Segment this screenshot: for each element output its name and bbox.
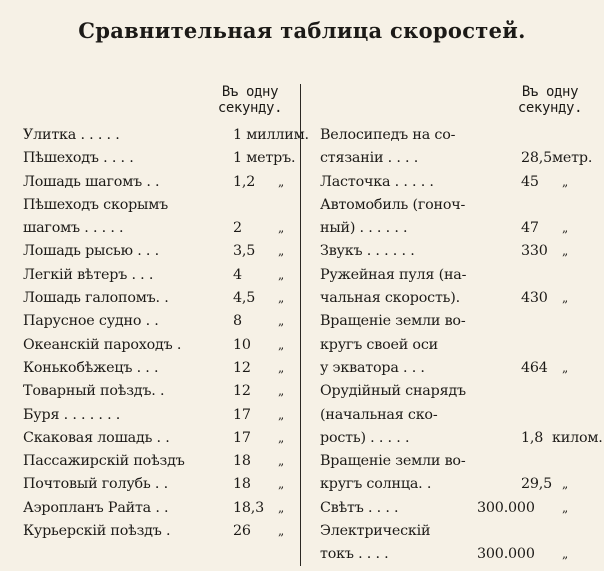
row-label: шагомъ . . . . . xyxy=(23,220,124,237)
row-value: 17 xyxy=(233,406,251,423)
row-label: Лошадь рысью . . . xyxy=(23,243,159,260)
column-divider xyxy=(300,84,301,566)
row-label: Лошадь галопомъ. . xyxy=(23,290,169,307)
row-label: Орудійный снарядъ xyxy=(320,383,466,400)
left-header-line-1: Въ одну xyxy=(221,84,279,100)
left-table-row xyxy=(23,404,298,427)
row-label: Парусное судно . . xyxy=(23,313,159,330)
row-label: Аэропланъ Райта . . xyxy=(23,499,169,516)
row-label: (начальная ско- xyxy=(320,406,438,423)
right-column-header xyxy=(505,84,595,116)
right-table-row xyxy=(320,357,600,380)
row-unit: метр. xyxy=(552,150,593,167)
row-value: 18 xyxy=(233,453,251,470)
row-label: Вращеніе земли во- xyxy=(320,453,466,470)
ditto-mark: „ xyxy=(278,360,285,375)
row-label: Пѣшеходъ . . . . xyxy=(23,150,134,167)
left-table-row xyxy=(23,497,298,520)
right-table-row xyxy=(320,171,600,194)
ditto-mark: „ xyxy=(278,407,285,422)
left-table-row xyxy=(23,450,298,473)
right-table-row xyxy=(320,194,600,217)
row-label: Электрическій xyxy=(320,523,431,540)
left-table-row xyxy=(23,357,298,380)
row-label: Улитка . . . . . xyxy=(23,127,120,143)
row-value: 28,5 xyxy=(521,150,553,167)
left-table-row xyxy=(23,287,298,310)
ditto-mark: „ xyxy=(278,244,285,259)
left-column xyxy=(23,124,309,543)
left-column-header xyxy=(205,84,295,116)
row-value: 1,8 xyxy=(521,429,544,446)
row-label: у экватора . . . xyxy=(320,359,425,376)
row-value: 18 xyxy=(233,476,251,493)
row-label: Легкій вѣтеръ . . . xyxy=(23,266,154,283)
ditto-mark: „ xyxy=(278,267,285,282)
ditto-mark: „ xyxy=(278,500,285,515)
ditto-mark: „ xyxy=(562,221,569,236)
row-label: Звукъ . . . . . . xyxy=(320,243,415,260)
row-value: 1 метръ. xyxy=(233,150,296,167)
row-value: 47 xyxy=(521,220,539,237)
left-table-row xyxy=(23,124,309,147)
ditto-mark: „ xyxy=(562,174,569,189)
row-value: 29,5 xyxy=(521,476,553,493)
ditto-mark: „ xyxy=(562,500,569,515)
row-label: Вращеніе земли во- xyxy=(320,313,466,330)
ditto-mark: „ xyxy=(278,477,285,492)
row-label: Пѣшеходъ скорымъ xyxy=(23,196,169,213)
left-table-row xyxy=(23,310,298,333)
row-value: 45 xyxy=(521,173,539,190)
right-table-row xyxy=(320,147,600,170)
row-value: 300.000 xyxy=(477,499,535,516)
left-table-row xyxy=(23,264,298,287)
right-column xyxy=(320,124,603,567)
right-table-row xyxy=(320,543,600,566)
row-label: ный) . . . . . . xyxy=(320,220,408,237)
ditto-mark: „ xyxy=(278,221,285,236)
row-label: стязаніи . . . . xyxy=(320,150,419,167)
ditto-mark: „ xyxy=(278,524,285,539)
ditto-mark: „ xyxy=(562,477,569,492)
row-value: 3,5 xyxy=(233,243,256,260)
right-table-row xyxy=(320,124,600,147)
right-table-row xyxy=(320,427,603,450)
right-header-line-1: Въ одну xyxy=(521,84,579,100)
row-value: 330 xyxy=(521,243,548,260)
left-table-row xyxy=(23,217,298,240)
left-table-row xyxy=(23,194,298,217)
left-table-row xyxy=(23,520,298,543)
right-table-row xyxy=(320,264,600,287)
ditto-mark: „ xyxy=(562,360,569,375)
row-label: Буря . . . . . . . xyxy=(23,406,121,423)
ditto-mark: „ xyxy=(562,291,569,306)
row-value: 12 xyxy=(233,383,251,400)
row-label: Свѣтъ . . . . xyxy=(320,499,399,516)
row-value: 464 xyxy=(521,359,548,376)
row-value: 430 xyxy=(521,290,548,307)
ditto-mark: „ xyxy=(278,454,285,469)
ditto-mark: „ xyxy=(562,547,569,562)
row-value: 18,3 xyxy=(233,499,265,516)
row-value: 1 миллим. xyxy=(233,127,309,143)
row-label: кругъ своей оси xyxy=(320,336,438,353)
row-value: 8 xyxy=(233,313,242,330)
right-table-row xyxy=(320,497,600,520)
row-label: Автомобиль (гоноч- xyxy=(320,196,466,213)
row-label: Пассажирскій поѣздъ xyxy=(23,453,185,470)
ditto-mark: „ xyxy=(278,174,285,189)
left-table-row xyxy=(23,473,298,496)
left-table-row xyxy=(23,147,298,170)
row-label: Ружейная пуля (на- xyxy=(320,266,467,283)
ditto-mark: „ xyxy=(278,430,285,445)
row-value: 4 xyxy=(233,266,242,283)
row-label: рость) . . . . . xyxy=(320,429,410,446)
row-label: Океанскій пароходъ . xyxy=(23,336,182,353)
left-table-row xyxy=(23,240,298,263)
row-label: Лошадь шагомъ . . xyxy=(23,173,160,190)
left-header-line-2: секунду. xyxy=(217,100,283,116)
page-title: Сравнительная таблица скоростей. xyxy=(78,18,526,43)
row-value: 1,2 xyxy=(233,173,256,190)
ditto-mark: „ xyxy=(278,337,285,352)
row-value: 26 xyxy=(233,523,251,540)
right-table-row xyxy=(320,473,600,496)
row-label: Курьерскій поѣздъ . xyxy=(23,523,171,540)
ditto-mark: „ xyxy=(278,291,285,306)
right-table-row xyxy=(320,520,600,543)
right-table-row xyxy=(320,334,600,357)
right-table-row xyxy=(320,240,600,263)
row-value: 2 xyxy=(233,220,242,237)
row-label: кругъ солнца. . xyxy=(320,476,432,493)
row-label: Конькобѣжецъ . . . xyxy=(23,359,159,376)
row-label: Велосипедъ на со- xyxy=(320,127,456,143)
row-value: 12 xyxy=(233,359,251,376)
right-table-row xyxy=(320,287,600,310)
left-table-row xyxy=(23,380,298,403)
left-table-row xyxy=(23,427,298,450)
ditto-mark: „ xyxy=(278,384,285,399)
row-value: 4,5 xyxy=(233,290,256,307)
ditto-mark: „ xyxy=(278,314,285,329)
right-table-row xyxy=(320,380,600,403)
row-value: 300.000 xyxy=(477,546,535,563)
row-unit: килом. xyxy=(552,429,603,446)
right-table-row xyxy=(320,404,600,427)
row-label: Ласточка . . . . . xyxy=(320,173,434,190)
right-header-line-2: секунду. xyxy=(517,100,583,116)
left-table-row xyxy=(23,334,298,357)
right-table-row xyxy=(320,217,600,240)
left-table-row xyxy=(23,171,298,194)
row-label: Скаковая лошадь . . xyxy=(23,429,170,446)
row-label: Почтовый голубь . . xyxy=(23,476,168,493)
right-table-row xyxy=(320,450,600,473)
row-label: Товарный поѣздъ. . xyxy=(23,383,165,400)
right-table-row xyxy=(320,310,600,333)
ditto-mark: „ xyxy=(562,244,569,259)
row-label: токъ . . . . xyxy=(320,546,389,563)
row-label: чальная скорость). xyxy=(320,290,460,307)
row-value: 10 xyxy=(233,336,251,353)
row-value: 17 xyxy=(233,429,251,446)
